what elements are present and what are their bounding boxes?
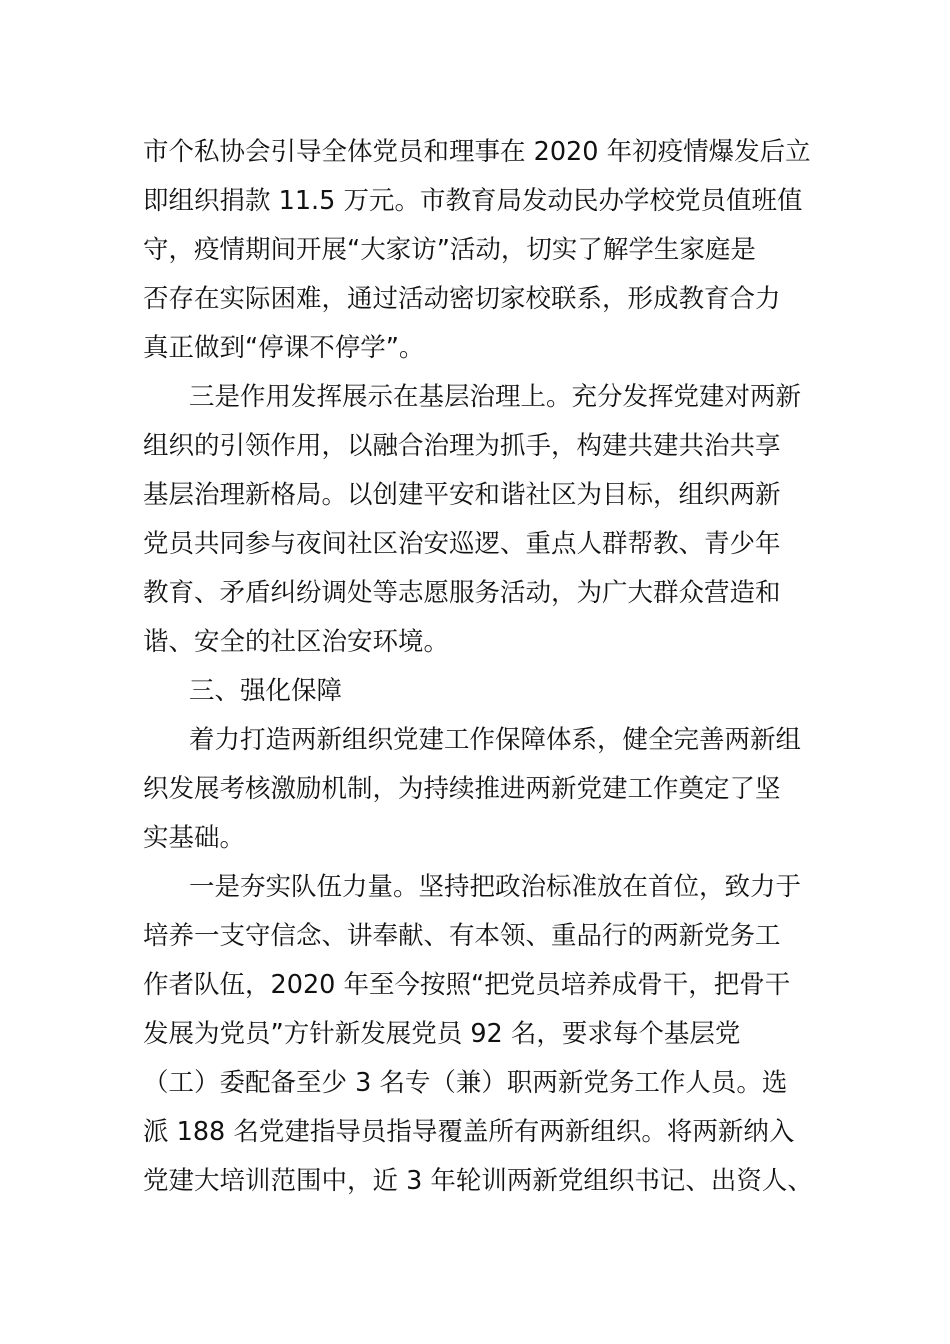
section-heading: 三、强化保障: [189, 676, 343, 706]
text-line-8: 基层治理新格局。以创建平安和谐社区为目标，组织两新: [143, 480, 781, 510]
text-line-15: 实基础。: [143, 823, 246, 853]
text-line-9: 党员共同参与夜间社区治安巡逻、重点人群帮教、青少年: [143, 529, 781, 559]
text-line-6: 三是作用发挥展示在基层治理上。充分发挥党建对两新: [189, 382, 802, 412]
text-line-2: 即组织捐款 11.5 万元。市教育局发动民办学校党员值班值: [143, 186, 803, 216]
text-line-22: 党建大培训范围中，近 3 年轮训两新党组织书记、出资人、: [143, 1166, 813, 1196]
text-line-14: 织发展考核激励机制，为持续推进两新党建工作奠定了坚: [143, 774, 781, 804]
text-line-4: 否存在实际困难，通过活动密切家校联系，形成教育合力: [143, 284, 781, 314]
text-line-16: 一是夯实队伍力量。坚持把政治标准放在首位，致力于: [189, 872, 802, 902]
text-line-5: 真正做到“停课不停学”。: [143, 333, 425, 363]
text-line-1: 市个私协会引导全体党员和理事在 2020 年初疫情爆发后立: [143, 137, 811, 167]
text-line-3: 守，疫情期间开展“大家访”活动，切实了解学生家庭是: [143, 235, 756, 265]
text-line-11: 谐、安全的社区治安环境。: [143, 627, 450, 657]
text-line-20: （工）委配备至少 3 名专（兼）职两新党务工作人员。选: [143, 1068, 788, 1098]
text-line-7: 组织的引领作用，以融合治理为抓手，构建共建共治共享: [143, 431, 781, 461]
text-line-13: 着力打造两新组织党建工作保障体系，健全完善两新组: [189, 725, 802, 755]
text-line-10: 教育、矛盾纠纷调处等志愿服务活动，为广大群众营造和: [143, 578, 781, 608]
document-body: [143, 128, 811, 1206]
text-line-19: 发展为党员”方针新发展党员 92 名，要求每个基层党: [143, 1019, 741, 1049]
text-line-21: 派 188 名党建指导员指导覆盖所有两新组织。将两新纳入: [143, 1117, 795, 1147]
text-line-18: 作者队伍，2020 年至今按照“把党员培养成骨干，把骨干: [143, 970, 791, 1000]
text-line-17: 培养一支守信念、讲奉献、有本领、重品行的两新党务工: [143, 921, 781, 951]
